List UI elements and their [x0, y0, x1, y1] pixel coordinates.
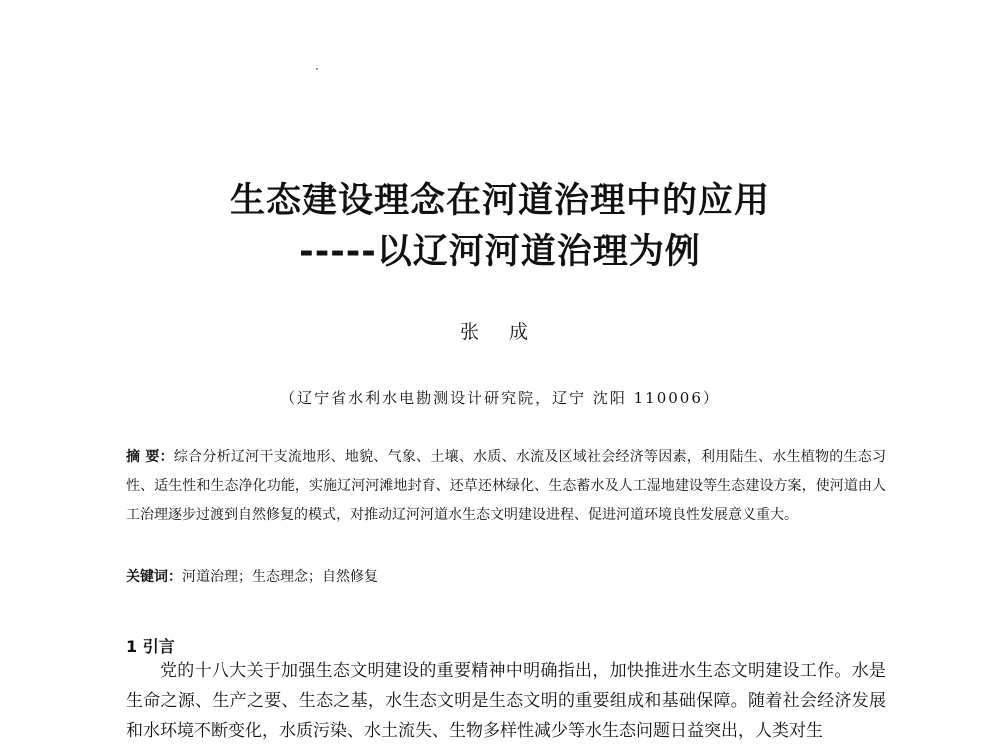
abstract — [126, 443, 886, 530]
scan-speck — [316, 68, 318, 70]
abstract-label: 摘 要： — [126, 449, 174, 465]
keywords-label: 关键词： — [126, 569, 182, 585]
keywords — [126, 566, 886, 586]
keywords-text: 河道治理；生态理念；自然修复 — [182, 569, 378, 585]
paper-title: 生态建设理念在河道治理中的应用 — [229, 181, 770, 221]
author-name: 张 成 — [459, 321, 541, 343]
author-affiliation: （辽宁省水利水电勘测设计研究院，辽宁 沈阳 110006） — [280, 389, 720, 407]
abstract-text: 综合分析辽河干支流地形、地貌、气象、土壤、水质、水流及区域社会经济等因素，利用陆生、水生植物的生态习性、适生性和生态净化功能，实施辽河河滩地封育、还草还林绿化、生态蓄水及人工湿地建设等生态建设方案，使河道由人工治理逐步过渡到自然修复的模式，对推动辽河河道水生态文明建设进程、促进河道环境良性发展意义重大。 — [126, 449, 887, 523]
section-heading: 1 引言 — [126, 637, 175, 656]
paper-subtitle: -----以辽河河道治理为例 — [299, 232, 701, 272]
section-paragraph: 党的十八大关于加强生态文明建设的重要精神中明确指出，加快推进水生态文明建设工作。水是生命之源、生产之要、生态之基，水生态文明是生态文明的重要组成和基础保障。随着社会经济发展和水环境不断变化，水质污染、水土流失、生物多样性减少等水生态问题日益突出，人类对生 — [126, 661, 886, 741]
